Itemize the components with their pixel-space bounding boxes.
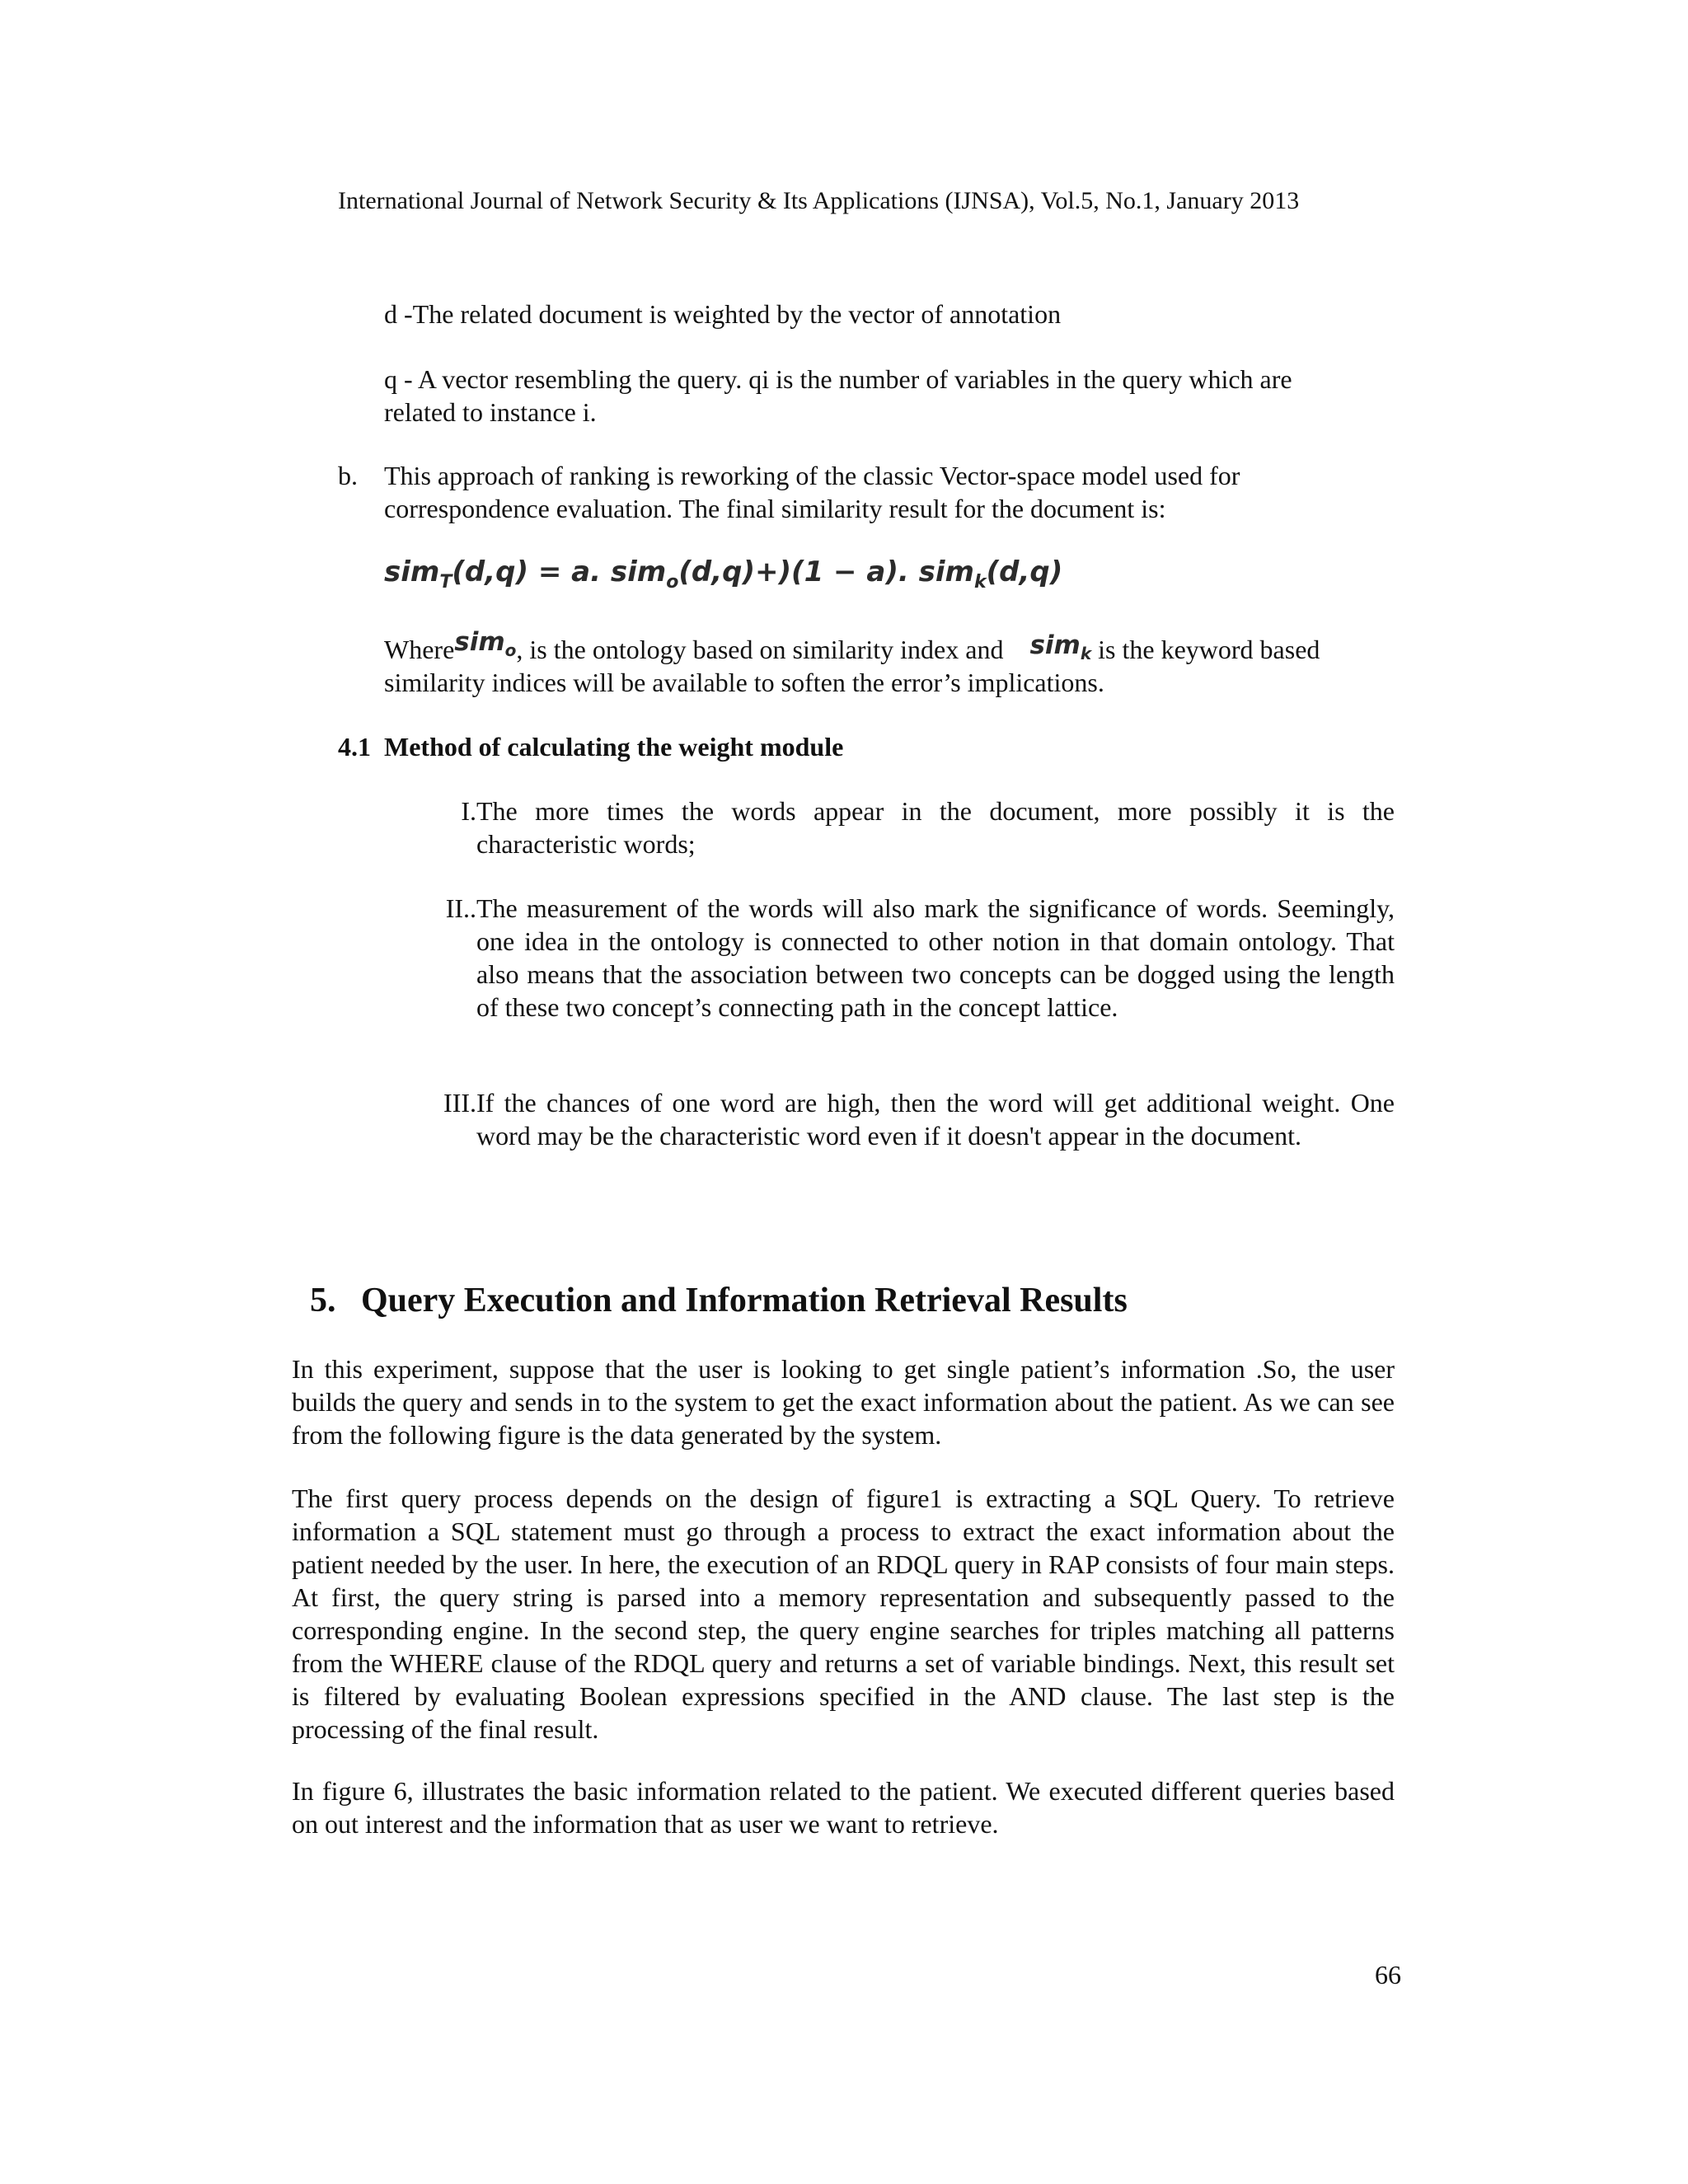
list-numeral-3: III. bbox=[443, 1088, 476, 1118]
item-b-text bbox=[384, 459, 1414, 525]
definition-q-line2: related to instance i. bbox=[384, 397, 597, 427]
list-numeral-1: I. bbox=[461, 796, 476, 826]
item-b-line2: correspondence evaluation. The final similarity result for the document is: bbox=[384, 494, 1166, 523]
paragraph-3: In figure 6, illustrates the basic information related to the patient. We executed different queries based on out interest and the information that as user we want to retrieve. bbox=[292, 1776, 1395, 1839]
definition-q-line1: q - A vector resembling the query. qi is the number of variables in the query which are bbox=[384, 364, 1292, 394]
definition-q bbox=[384, 363, 1414, 429]
where-line2: similarity indices will be available to soften the error’s implications. bbox=[384, 668, 1104, 697]
running-header: International Journal of Network Security & Its Applications (IJNSA), Vol.5, No.1, January 2013 bbox=[338, 187, 1300, 214]
list-item-3: If the chances of one word are high, then the word will get additional weight. One word may be the characteristic word even if it doesn't appear in the document. bbox=[476, 1088, 1395, 1151]
item-b-line1: This approach of ranking is reworking of the classic Vector-space model used for bbox=[384, 461, 1240, 490]
item-b-marker: b. bbox=[338, 461, 358, 490]
paragraph-1: In this experiment, suppose that the user is looking to get single patient’s information .So, the user builds the query and sends in to the system to get the exact information about the patient. As we can see from the following figure is the data generated by the system. bbox=[292, 1354, 1395, 1450]
section-5-number: 5. bbox=[310, 1282, 336, 1319]
section-4-1-title: Method of calculating the weight module bbox=[384, 732, 844, 762]
list-item-1: The more times the words appear in the document, more possibly it is the characteristic words; bbox=[476, 796, 1395, 859]
definition-d: d -The related document is weighted by the vector of annotation bbox=[384, 299, 1062, 329]
where-line1: Wheresim$_o$, is the ontology based on similarity index and sim$_k$ is the keyword based bbox=[384, 627, 1320, 664]
paragraph-2: The first query process depends on the design of figure1 is extracting a SQL Query. To retrieve information a SQL statement must go through a process to extract the exact information about the patient needed by the user. In here, the execution of an RDQL query in RAP consists of four main steps. At first, the query string is parsed into a memory representation and subsequently passed to the corresponding engine. In the second step, the query engine searches for triples matching all patterns from the WHERE clause of the RDQL query and returns a set of variable bindings. Next, this result set is filtered by evaluating Boolean expressions specified in the AND clause. The last step is the processing of the final result. bbox=[292, 1483, 1395, 1744]
list-numeral-2: II.. bbox=[445, 893, 476, 923]
similarity-formula: sim$_T$(d,q) = a. sim$_o$(d,q)+)(1 − a). sim$_k$(d,q) bbox=[384, 555, 1063, 593]
sim-k-symbol: sim$_k$ bbox=[1029, 630, 1092, 664]
page-number: 66 bbox=[1375, 1960, 1401, 1990]
section-4-1-number: 4.1 bbox=[338, 732, 371, 762]
list-item-2: The measurement of the words will also mark the significance of words. Seemingly, one idea in the ontology is connected to other notion in that domain ontology. That also means that the association between two concepts can be dogged using the length of these two concept’s connecting path in the concept lattice. bbox=[476, 893, 1395, 1022]
section-5-title: Query Execution and Information Retrieval Results bbox=[361, 1282, 1128, 1319]
sim-o-symbol: sim$_o$ bbox=[454, 627, 517, 661]
